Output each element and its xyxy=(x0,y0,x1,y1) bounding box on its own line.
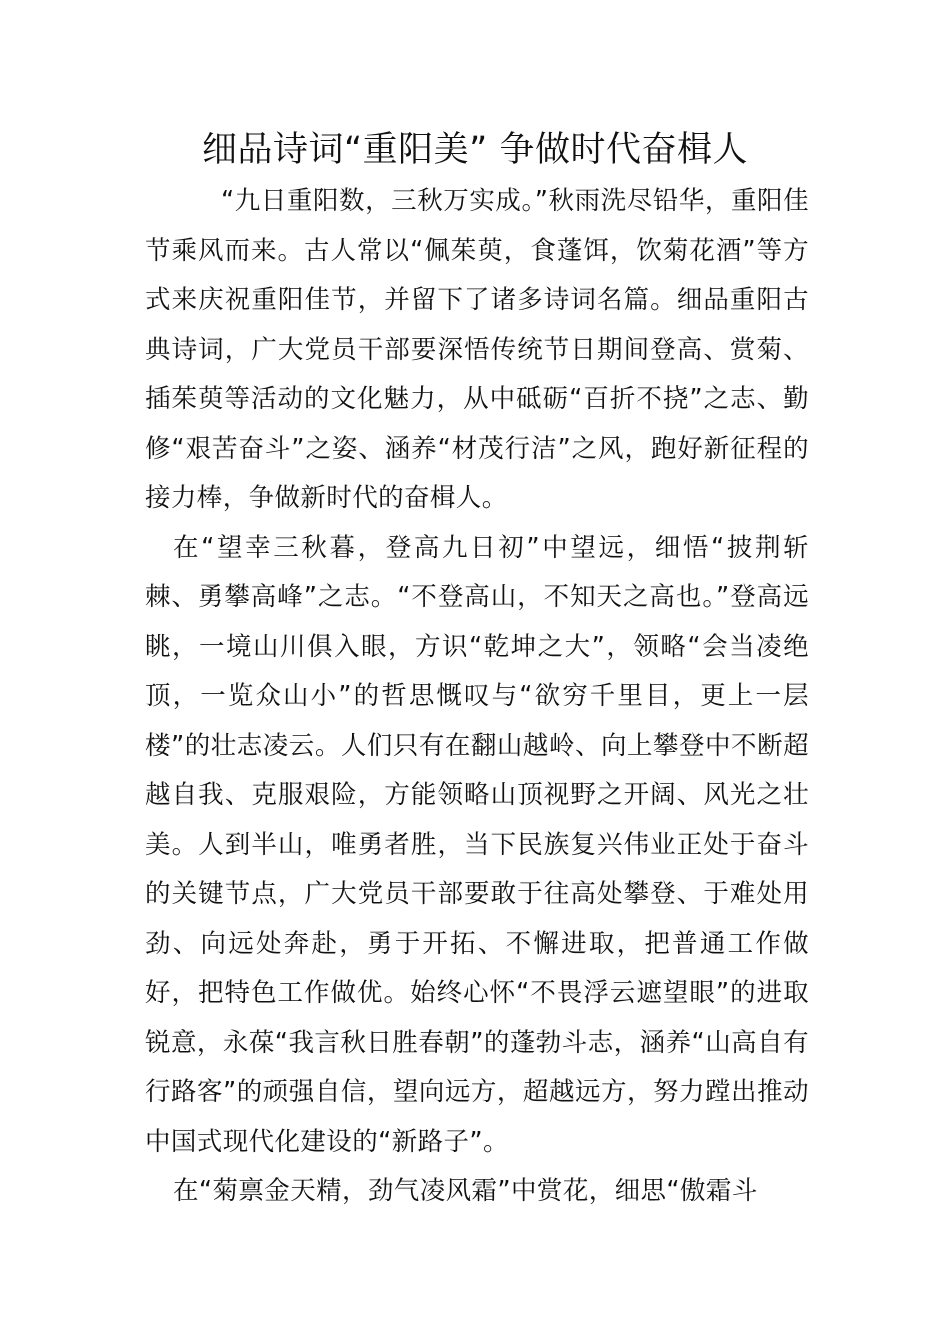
paragraph-2: 在“望幸三秋暮，登高九日初”中望远，细悟“披荆斩棘、勇攀高峰”之志。“不登高山，不知天之高也。”登高远眺，一境山川俱入眼，方识“乾坤之大”，领略“会当凌绝顶，一览众山小”的哲思慨叹与“欲穷千里目，更上一层楼”的壮志凌云。人们只有在翻山越岭、向上攀登中不断超越自我、克服艰险，方能领略山顶视野之开阔、风光之壮美。人到半山，唯勇者胜，当下民族复兴伟业正处于奋斗的关键节点，广大党员干部要敢于往高处攀登、于难处用劲、向远处奔赴，勇于开拓、不懈进取，把普通工作做好，把特色工作做优。始终心怀“不畏浮云遮望眼”的进取锐意，永葆“我言秋日胜春朝”的蓬勃斗志，涵养“山高自有行路客”的顽强自信，望向远方，超越远方，努力蹚出推动中国式现代化建设的“新路子”。 xyxy=(145,532,809,1157)
document-title: 细品诗词“重阳美” 争做时代奋楫人 xyxy=(202,130,748,170)
paragraph-3: 在“菊禀金天精，劲气凌风霜”中赏花，细思“傲霜斗 xyxy=(173,1176,758,1206)
document-body xyxy=(145,177,809,1217)
paragraph-1: “九日重阳数，三秋万实成。”秋雨洗尽铅华，重阳佳节乘风而来。古人常以“佩茱萸，食蓬饵，饮菊花酒”等方式来庆祝重阳佳节，并留下了诸多诗词名篇。细品重阳古典诗词，广大党员干部要深悟传统节日期间登高、赏菊、插茱萸等活动的文化魅力，从中砥砺“百折不挠”之志、勤修“艰苦奋斗”之姿、涵养“材茂行洁”之风，跑好新征程的接力棒，争做新时代的奋楫人。 xyxy=(145,186,809,513)
